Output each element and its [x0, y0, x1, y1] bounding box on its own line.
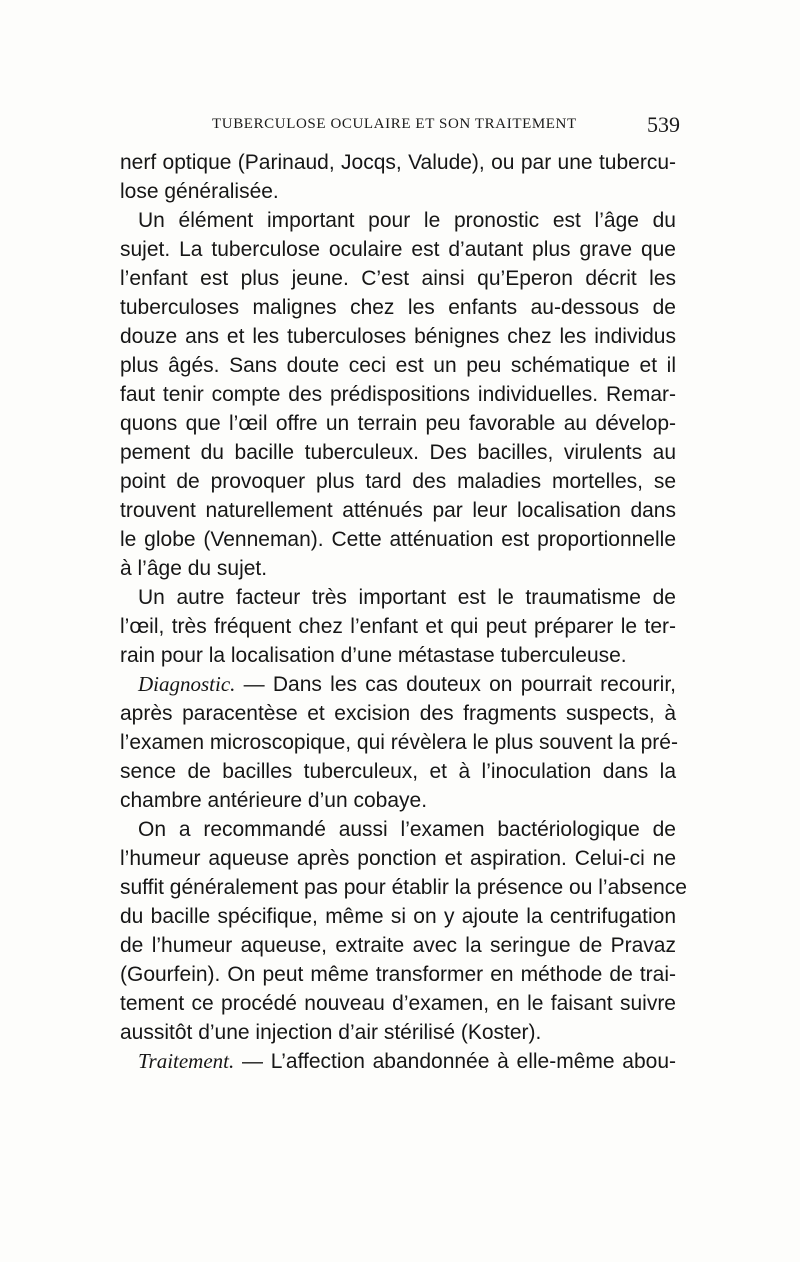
text-line [120, 264, 676, 293]
text-line-content: quons que l’œil offre un terrain peu favorable au dévelop- [120, 412, 676, 435]
text-line-content: tement ce procédé nouveau d’examen, en le faisant suivre [120, 992, 676, 1015]
running-head [120, 112, 680, 140]
text-line [120, 931, 676, 960]
text-line-content: trouvent naturellement atténués par leur localisation dans [120, 499, 676, 522]
text-line-content: de l’humeur aqueuse, extraite avec la seringue de Pravaz [120, 934, 676, 957]
text-line [120, 322, 676, 351]
text-line [120, 496, 676, 525]
text-line [120, 177, 676, 206]
text-line-content: aussitôt d’une injection d’air stérilisé (Koster). [120, 1021, 542, 1044]
text-line [120, 583, 676, 612]
text-line-content: sujet. La tuberculose oculaire est d’autant plus grave que [120, 238, 676, 261]
text-line-content: (Gourfein). On peut même transformer en méthode de trai- [120, 963, 676, 986]
text-line [120, 380, 676, 409]
body-text [120, 148, 687, 1076]
text-line-content: Un autre facteur très important est le traumatisme de [138, 586, 676, 609]
text-line [120, 844, 676, 873]
text-line-content: chambre antérieure d’un cobaye. [120, 789, 428, 812]
text-line-content: Un élément important pour le pronostic est l’âge du [138, 209, 676, 232]
text-line [120, 641, 676, 670]
text-line [120, 960, 676, 989]
text-line-content: tuberculoses malignes chez les enfants au-dessous de [120, 296, 676, 319]
running-title: TUBERCULOSE OCULAIRE ET SON TRAITEMENT [212, 116, 577, 132]
text-line-content: lose généralisée. [120, 180, 279, 203]
text-line-content: plus âgés. Sans doute ceci est un peu schématique et il [120, 354, 676, 377]
text-line-content: du bacille spécifique, même si on y ajoute la centrifugation [120, 905, 676, 928]
text-line-content: pement du bacille tuberculeux. Des bacilles, virulents au [120, 441, 676, 464]
text-line-content: douze ans et les tuberculoses bénignes chez les individus [120, 325, 676, 348]
text-line-content: nerf optique (Parinaud, Jocqs, Valude), ou par une tubercu- [120, 151, 676, 174]
text-line-content: à l’âge du sujet. [120, 557, 268, 580]
section-run-in-heading: Traitement. [138, 1049, 235, 1073]
text-line [120, 757, 676, 786]
text-line-content: suffit généralement pas pour établir la présence ou l’absence [120, 876, 687, 899]
text-line [120, 235, 676, 264]
text-line-content: l’humeur aqueuse après ponction et aspiration. Celui-ci ne [120, 847, 676, 870]
text-line-content: — L’affection abandonnée à elle-même abou- [234, 1050, 676, 1073]
text-line [120, 554, 676, 583]
text-line [120, 873, 687, 902]
text-line [120, 206, 676, 235]
text-line [120, 438, 676, 467]
text-line [120, 786, 676, 815]
text-line [120, 467, 676, 496]
text-line-content: l’œil, très fréquent chez l’enfant et qui peut préparer le ter- [120, 615, 676, 638]
text-line [120, 815, 676, 844]
text-line [120, 351, 676, 380]
text-line [120, 989, 676, 1018]
text-line [120, 902, 676, 931]
text-line [120, 728, 676, 757]
text-line-content: l’examen microscopique, qui révèlera le plus souvent la pré- [120, 731, 678, 754]
text-line [120, 670, 676, 699]
text-line [120, 148, 676, 177]
text-line [120, 1018, 676, 1047]
text-line-content: l’enfant est plus jeune. C’est ainsi qu’Eperon décrit les [120, 267, 676, 290]
text-line [120, 409, 676, 438]
text-line-content: — Dans les cas douteux on pourrait recourir, [235, 673, 676, 696]
text-line [120, 525, 676, 554]
text-line-content: le globe (Venneman). Cette atténuation est proportionnelle [120, 528, 676, 551]
text-line-content: rain pour la localisation d’une métastase tuberculeuse. [120, 644, 627, 667]
text-line-content: On a recommandé aussi l’examen bactériologique de [138, 818, 676, 841]
text-line [120, 699, 676, 728]
page-number: 539 [647, 112, 680, 137]
text-line-content: faut tenir compte des prédispositions individuelles. Remar- [120, 383, 676, 406]
section-run-in-heading: Diagnostic. [138, 672, 236, 696]
text-line [120, 612, 676, 641]
text-line-content: point de provoquer plus tard des maladies mortelles, se [120, 470, 676, 493]
text-line-content: après paracentèse et excision des fragments suspects, à [120, 702, 676, 725]
text-line [120, 1047, 676, 1076]
text-line-content: sence de bacilles tuberculeux, et à l’inoculation dans la [120, 760, 676, 783]
text-line [120, 293, 676, 322]
